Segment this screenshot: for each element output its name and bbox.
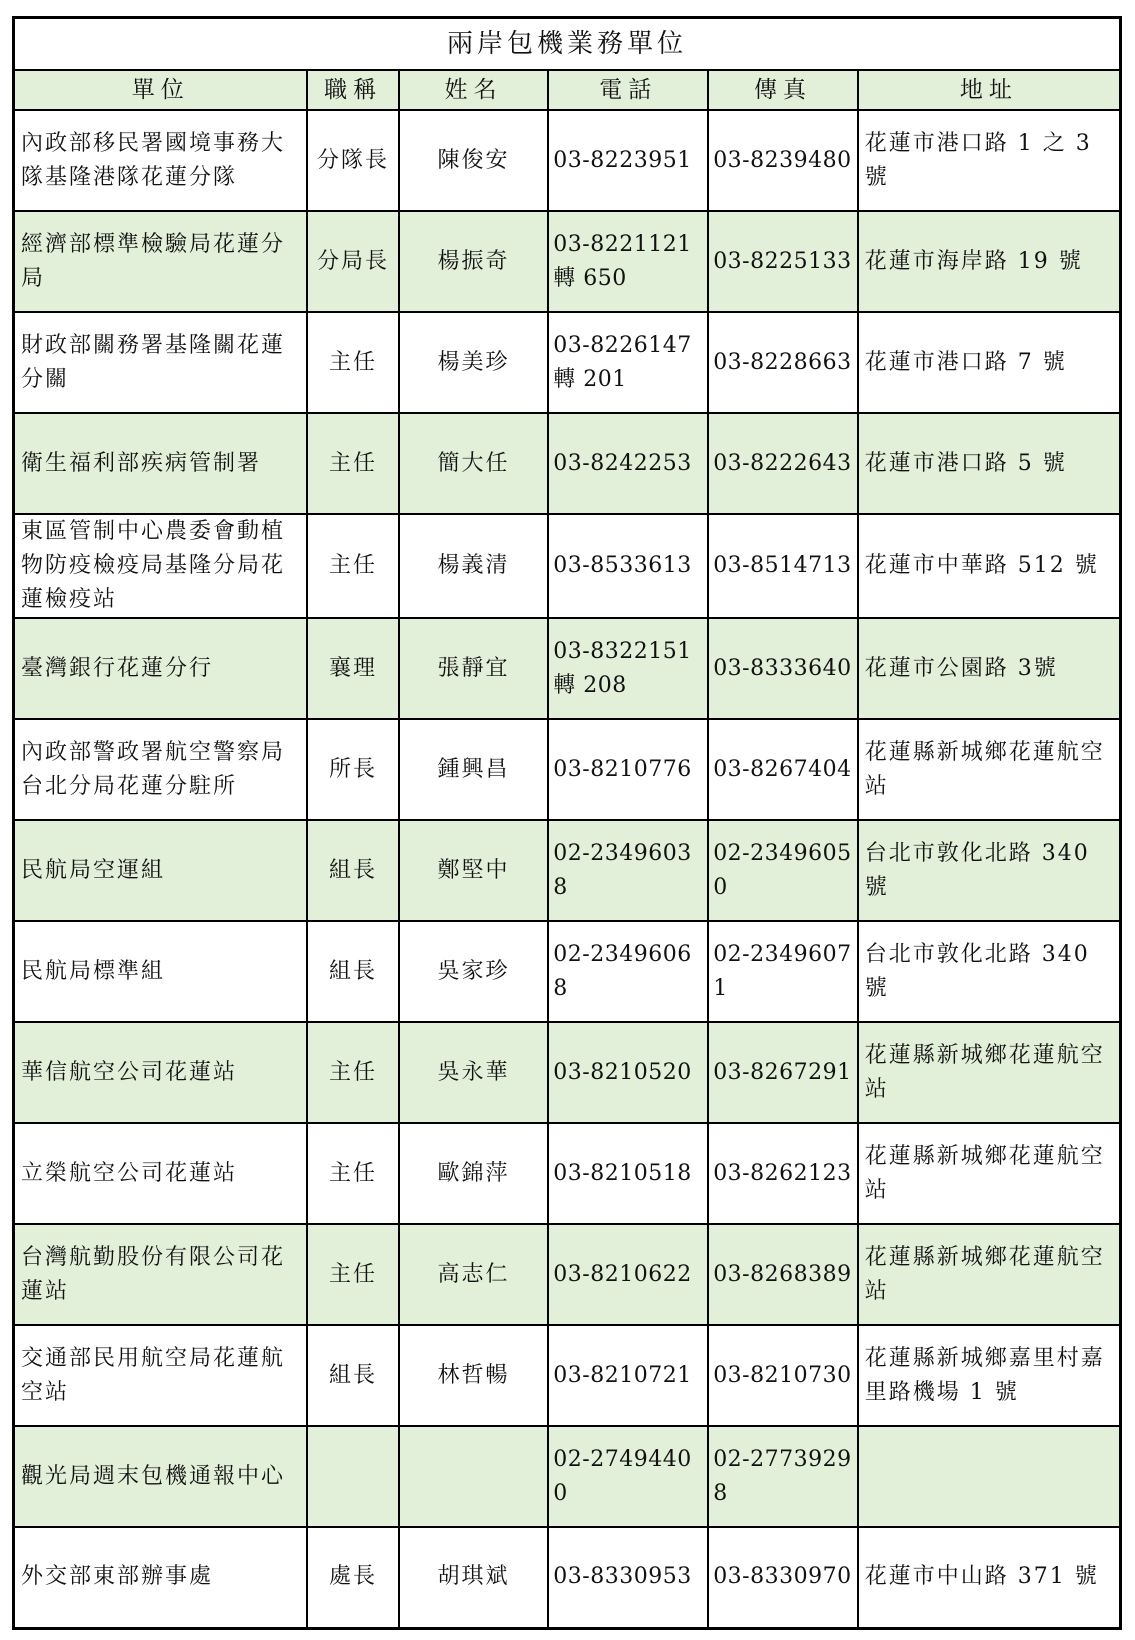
- job-title-cell: 分隊長: [307, 110, 398, 211]
- fax-cell: 03-8222643: [708, 413, 858, 514]
- phone-cell: 03-8242253: [548, 413, 708, 514]
- job-title-cell: 主任: [307, 1224, 398, 1325]
- job-title-cell: 主任: [307, 1123, 398, 1224]
- phone-cell: 03-8322151 轉 208: [548, 618, 708, 719]
- unit-cell: 民航局標準組: [14, 921, 308, 1022]
- address-cell: 花蓮市中山路 371 號: [858, 1527, 1121, 1628]
- header-row: [14, 70, 1121, 110]
- fax-cell: 03-8268389: [708, 1224, 858, 1325]
- name-cell: 吳永華: [399, 1022, 549, 1123]
- header-address: 地址: [858, 70, 1121, 110]
- name-cell: 楊振奇: [399, 211, 549, 312]
- job-title-cell: 所長: [307, 719, 398, 820]
- table-row: [14, 1325, 1121, 1426]
- business-units-table: [12, 16, 1122, 1630]
- header-fax: 傳真: [708, 70, 858, 110]
- table-row: [14, 1123, 1121, 1224]
- phone-cell: 02-23496038: [548, 820, 708, 921]
- unit-cell: 經濟部標準檢驗局花蓮分局: [14, 211, 308, 312]
- unit-cell: 交通部民用航空局花蓮航空站: [14, 1325, 308, 1426]
- job-title-cell: 組長: [307, 820, 398, 921]
- job-title-cell: 襄理: [307, 618, 398, 719]
- address-cell: 花蓮縣新城鄉花蓮航空站: [858, 1123, 1121, 1224]
- name-cell: 吳家珍: [399, 921, 549, 1022]
- address-cell: [858, 1426, 1121, 1527]
- address-cell: 花蓮市港口路 5 號: [858, 413, 1121, 514]
- table-row: [14, 1426, 1121, 1527]
- address-cell: 花蓮縣新城鄉嘉里村嘉里路機場 1 號: [858, 1325, 1121, 1426]
- table-row: [14, 719, 1121, 820]
- phone-cell: 03-8210520: [548, 1022, 708, 1123]
- address-cell: 台北市敦化北路 340 號: [858, 921, 1121, 1022]
- phone-cell: 03-8330953: [548, 1527, 708, 1628]
- address-cell: 花蓮縣新城鄉花蓮航空站: [858, 1224, 1121, 1325]
- header-phone: 電話: [548, 70, 708, 110]
- fax-cell: 03-8514713: [708, 514, 858, 618]
- name-cell: 楊美珍: [399, 312, 549, 413]
- unit-cell: 內政部移民署國境事務大隊基隆港隊花蓮分隊: [14, 110, 308, 211]
- unit-cell: 民航局空運組: [14, 820, 308, 921]
- job-title-cell: 處長: [307, 1527, 398, 1628]
- fax-cell: 03-8267291: [708, 1022, 858, 1123]
- address-cell: 花蓮市公園路 3號: [858, 618, 1121, 719]
- job-title-cell: [307, 1426, 398, 1527]
- fax-cell: 03-8210730: [708, 1325, 858, 1426]
- fax-cell: 03-8267404: [708, 719, 858, 820]
- fax-cell: 03-8333640: [708, 618, 858, 719]
- phone-cell: 03-8533613: [548, 514, 708, 618]
- address-cell: 花蓮市港口路 7 號: [858, 312, 1121, 413]
- name-cell: 高志仁: [399, 1224, 549, 1325]
- job-title-cell: 組長: [307, 921, 398, 1022]
- table-row: [14, 1022, 1121, 1123]
- table-row: [14, 1527, 1121, 1628]
- name-cell: 簡大任: [399, 413, 549, 514]
- name-cell: [399, 1426, 549, 1527]
- name-cell: 楊義清: [399, 514, 549, 618]
- address-cell: 花蓮縣新城鄉花蓮航空站: [858, 1022, 1121, 1123]
- name-cell: 張靜宜: [399, 618, 549, 719]
- phone-cell: 03-8210518: [548, 1123, 708, 1224]
- address-cell: 花蓮市港口路 1 之 3 號: [858, 110, 1121, 211]
- name-cell: 林哲暢: [399, 1325, 549, 1426]
- job-title-cell: 組長: [307, 1325, 398, 1426]
- header-name: 姓名: [399, 70, 549, 110]
- phone-cell: 02-27494400: [548, 1426, 708, 1527]
- address-cell: 台北市敦化北路 340 號: [858, 820, 1121, 921]
- address-cell: 花蓮市海岸路 19 號: [858, 211, 1121, 312]
- unit-cell: 華信航空公司花蓮站: [14, 1022, 308, 1123]
- table-row: [14, 514, 1121, 618]
- fax-cell: 03-8262123: [708, 1123, 858, 1224]
- phone-cell: 02-23496068: [548, 921, 708, 1022]
- phone-cell: 03-8210776: [548, 719, 708, 820]
- name-cell: 胡琪斌: [399, 1527, 549, 1628]
- table-row: [14, 110, 1121, 211]
- job-title-cell: 主任: [307, 1022, 398, 1123]
- name-cell: 陳俊安: [399, 110, 549, 211]
- header-job-title: 職稱: [307, 70, 398, 110]
- table-row: [14, 921, 1121, 1022]
- name-cell: 鄭堅中: [399, 820, 549, 921]
- unit-cell: 臺灣銀行花蓮分行: [14, 618, 308, 719]
- job-title-cell: 主任: [307, 312, 398, 413]
- header-unit: 單位: [14, 70, 308, 110]
- unit-cell: 東區管制中心農委會動植物防疫檢疫局基隆分局花蓮檢疫站: [14, 514, 308, 618]
- table-row: [14, 618, 1121, 719]
- unit-cell: 觀光局週末包機通報中心: [14, 1426, 308, 1527]
- fax-cell: 03-8239480: [708, 110, 858, 211]
- table-title: 兩岸包機業務單位: [14, 18, 1121, 71]
- unit-cell: 財政部關務署基隆關花蓮分關: [14, 312, 308, 413]
- fax-cell: 02-23496071: [708, 921, 858, 1022]
- name-cell: 鍾興昌: [399, 719, 549, 820]
- fax-cell: 03-8225133: [708, 211, 858, 312]
- phone-cell: 03-8221121 轉 650: [548, 211, 708, 312]
- phone-cell: 03-8226147 轉 201: [548, 312, 708, 413]
- phone-cell: 03-8210721: [548, 1325, 708, 1426]
- address-cell: 花蓮縣新城鄉花蓮航空站: [858, 719, 1121, 820]
- unit-cell: 內政部警政署航空警察局台北分局花蓮分駐所: [14, 719, 308, 820]
- table-row: [14, 1224, 1121, 1325]
- unit-cell: 立榮航空公司花蓮站: [14, 1123, 308, 1224]
- job-title-cell: 主任: [307, 413, 398, 514]
- unit-cell: 衛生福利部疾病管制署: [14, 413, 308, 514]
- job-title-cell: 分局長: [307, 211, 398, 312]
- unit-cell: 台灣航勤股份有限公司花蓮站: [14, 1224, 308, 1325]
- table-row: [14, 413, 1121, 514]
- fax-cell: 03-8330970: [708, 1527, 858, 1628]
- name-cell: 歐錦萍: [399, 1123, 549, 1224]
- table-row: [14, 312, 1121, 413]
- phone-cell: 03-8223951: [548, 110, 708, 211]
- fax-cell: 02-23496050: [708, 820, 858, 921]
- table-row: [14, 211, 1121, 312]
- table-row: [14, 820, 1121, 921]
- fax-cell: 03-8228663: [708, 312, 858, 413]
- job-title-cell: 主任: [307, 514, 398, 618]
- phone-cell: 03-8210622: [548, 1224, 708, 1325]
- address-cell: 花蓮市中華路 512 號: [858, 514, 1121, 618]
- unit-cell: 外交部東部辦事處: [14, 1527, 308, 1628]
- fax-cell: 02-27739298: [708, 1426, 858, 1527]
